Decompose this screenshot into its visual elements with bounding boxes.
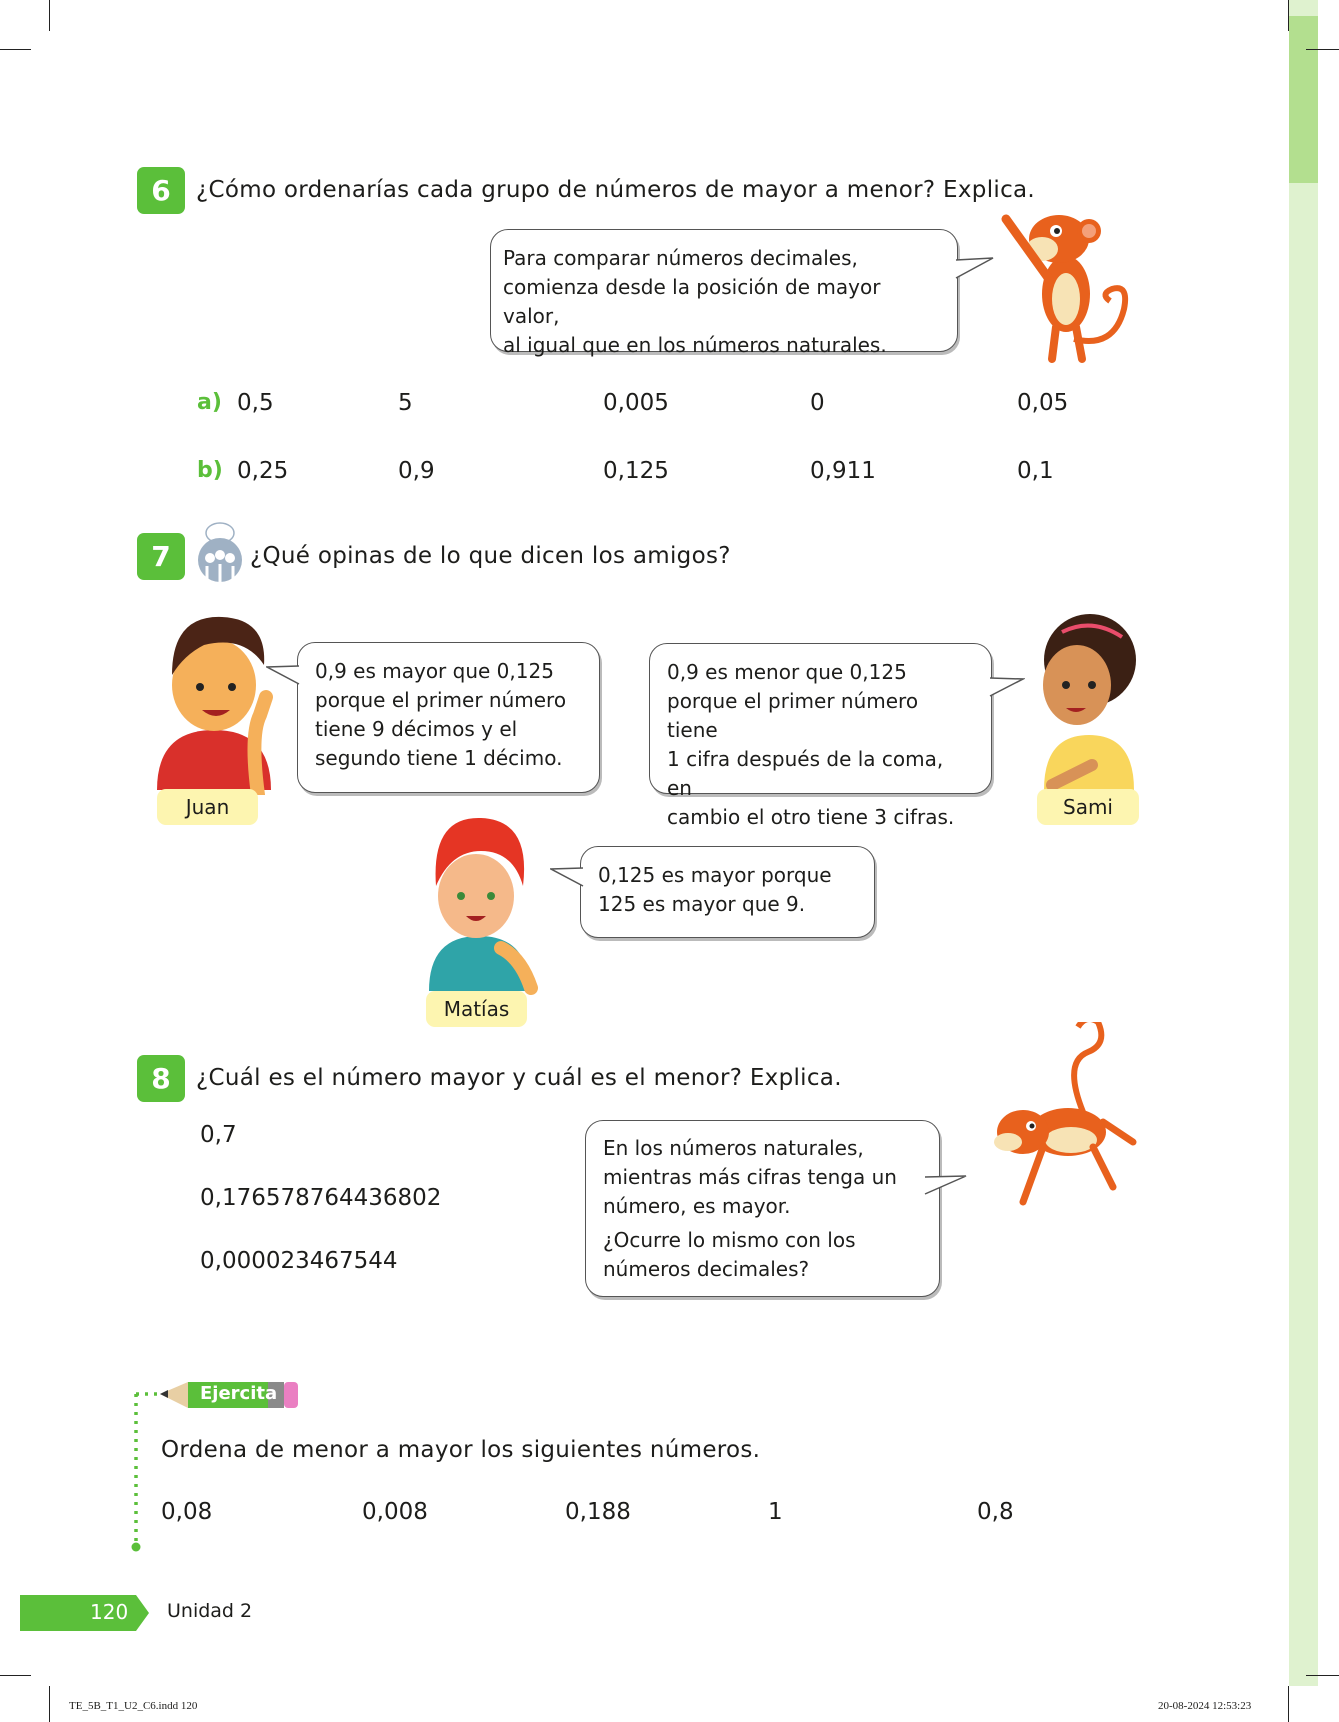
side-strip-tab: [1289, 16, 1318, 183]
crop-mark: [1306, 1675, 1339, 1676]
tip-line: mientras más cifras tenga un: [603, 1165, 897, 1189]
number: 0,05: [1017, 390, 1069, 416]
sami-illustration: [1022, 610, 1147, 795]
row-label-b: b): [197, 458, 223, 483]
number: 0,5: [237, 390, 274, 416]
page-number: 120: [90, 1600, 129, 1624]
ejercita-label: Ejercita: [200, 1383, 278, 1404]
page-number-tab: [20, 1595, 150, 1632]
bubble-tail: [989, 676, 1025, 700]
crop-mark: [1288, 0, 1289, 31]
number: 0,005: [603, 390, 669, 416]
number: 0,176578764436802: [200, 1185, 442, 1211]
speech-line: 0,125 es mayor porque: [598, 863, 832, 887]
monkey-question-bubble: [585, 1120, 940, 1297]
question-7-badge: 7: [137, 533, 185, 580]
number: 0,000023467544: [200, 1248, 398, 1274]
print-date: 20-08-2024 12:53:23: [1158, 1700, 1252, 1712]
number: 0: [810, 390, 825, 416]
monkey-climbing-illustration: [983, 1022, 1138, 1217]
matias-speech-bubble: [580, 846, 875, 938]
tip-line: ¿Ocurre lo mismo con los: [603, 1228, 856, 1252]
tip-line: número, es mayor.: [603, 1194, 791, 1218]
number: 0,8: [977, 1499, 1014, 1525]
speech-line: 1 cifra después de la coma, en: [667, 747, 944, 800]
number: 0,7: [200, 1122, 237, 1148]
number: 0,9: [398, 458, 435, 484]
question-6-text: ¿Cómo ordenarías cada grupo de números de mayor a menor? Explica.: [196, 177, 1036, 203]
crop-mark: [1306, 49, 1339, 50]
tip-line: números decimales?: [603, 1257, 810, 1281]
question-7-text: ¿Qué opinas de lo que dicen los amigos?: [250, 543, 731, 569]
tip-line: comienza desde la posición de mayor valor,: [503, 275, 881, 328]
crop-mark: [49, 1686, 50, 1722]
speech-line: segundo tiene 1 décimo.: [315, 746, 563, 770]
question-6-badge: 6: [137, 167, 185, 214]
bubble-tail: [550, 866, 584, 890]
tip-line: Para comparar números decimales,: [503, 246, 858, 270]
number: 0,125: [603, 458, 669, 484]
crop-mark: [1288, 1686, 1289, 1722]
speech-line: cambio el otro tiene 3 cifras.: [667, 805, 955, 829]
matias-illustration: [421, 816, 546, 996]
speech-line: porque el primer número: [315, 688, 567, 712]
group-discussion-icon: [195, 522, 245, 584]
sami-speech-bubble: [649, 643, 992, 829]
number: 0,1: [1017, 458, 1054, 484]
crop-mark: [49, 0, 50, 31]
speech-line: 0,9 es menor que 0,125: [667, 660, 907, 684]
speech-line: 0,9 es mayor que 0,125: [315, 659, 554, 683]
bubble-tail: [266, 664, 300, 688]
number: 0,188: [565, 1499, 631, 1525]
juan-speech-bubble: [297, 642, 600, 793]
ejercita-pencil-tag: [130, 1378, 330, 1553]
name-tag-sami: Sami: [1037, 789, 1139, 825]
monkey-tip-bubble: [490, 229, 958, 357]
ejercita-instruction: Ordena de menor a mayor los siguientes números.: [161, 1437, 761, 1463]
unit-label: Unidad 2: [167, 1600, 253, 1622]
crop-mark: [0, 1675, 31, 1676]
tip-line: al igual que en los números naturales.: [503, 333, 887, 357]
number: 1: [768, 1499, 783, 1525]
number: 0,08: [161, 1499, 213, 1525]
question-8-badge: 8: [137, 1055, 185, 1102]
monkey-pointing-illustration: [994, 209, 1144, 367]
side-strip: [1289, 0, 1318, 1686]
name-tag-matias: Matías: [426, 991, 527, 1027]
name-tag-juan: Juan: [157, 789, 258, 825]
speech-line: 125 es mayor que 9.: [598, 892, 806, 916]
number: 0,911: [810, 458, 876, 484]
question-8-text: ¿Cuál es el número mayor y cuál es el menor? Explica.: [196, 1065, 842, 1091]
bubble-tail: [955, 256, 995, 286]
row-label-a: a): [197, 390, 222, 415]
juan-illustration: [154, 615, 279, 795]
file-info: TE_5B_T1_U2_C6.indd 120: [69, 1700, 198, 1712]
number: 0,008: [362, 1499, 428, 1525]
speech-line: porque el primer número tiene: [667, 689, 919, 742]
crop-mark: [0, 49, 31, 50]
tip-line: En los números naturales,: [603, 1136, 864, 1160]
bubble-tail: [924, 1174, 968, 1200]
number: 5: [398, 390, 413, 416]
number: 0,25: [237, 458, 289, 484]
speech-line: tiene 9 décimos y el: [315, 717, 518, 741]
